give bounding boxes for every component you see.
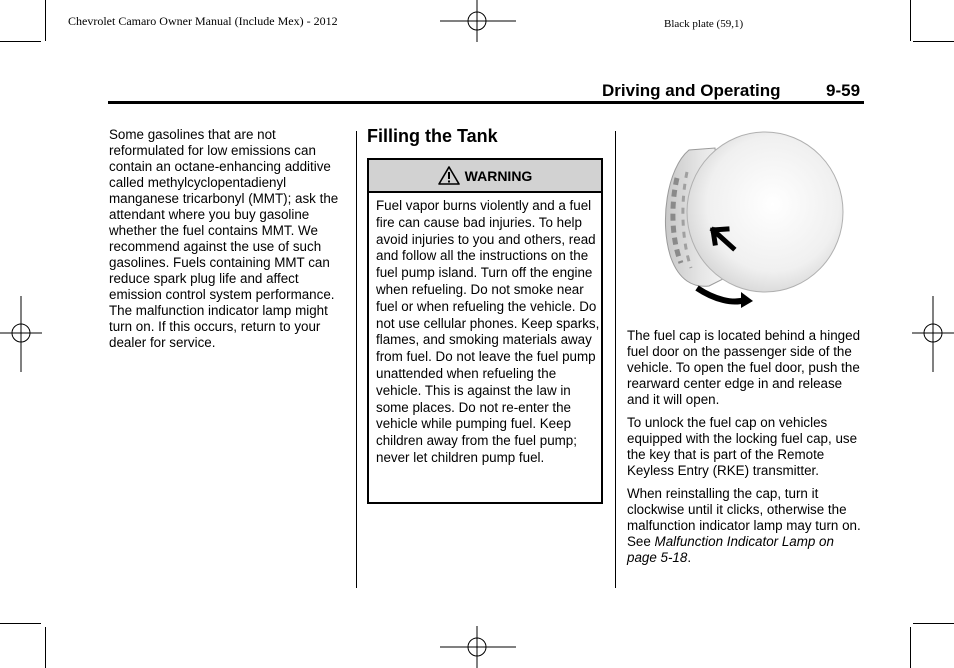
reinstall-suffix: .	[687, 550, 692, 565]
plate-slug: Black plate (59,1)	[664, 18, 744, 30]
fuel-door-paragraph: The fuel cap is located behind a hinged fuel door on the passenger side of the vehicle. To open the fuel door, push the rearward center edge in and release and it will open.	[627, 328, 861, 407]
crop-mark	[45, 0, 46, 41]
warning-triangle-icon	[438, 166, 460, 185]
registration-mark-icon	[912, 296, 954, 372]
registration-mark-icon	[0, 296, 42, 372]
section-header: Driving and Operating	[602, 81, 781, 100]
column-divider	[615, 131, 616, 588]
gasoline-mmt-paragraph: Some gasolines that are not reformulated for low emissions can contain an octane-enhancing additive called methylcyclopentadienyl manganese tricarbonyl (MMT); ask the attendant where you buy gasoline whether the fuel contains MMT. We recommend against the use of such gasolines. Fuels containing MMT can reduce spark plug life and affect emission control system performance. The malfunction indicator lamp might turn on. If this occurs, return to your dealer for service.	[109, 127, 339, 350]
crop-mark	[913, 41, 954, 42]
reinstall-cap-paragraph	[627, 486, 867, 566]
warning-header	[369, 160, 601, 193]
section-title: Filling the Tank	[367, 126, 498, 146]
crop-mark	[0, 41, 41, 42]
crop-mark	[910, 627, 911, 668]
crop-mark	[913, 623, 954, 624]
warning-box	[367, 158, 603, 504]
registration-mark-icon	[440, 626, 516, 668]
fuel-cap-text	[627, 328, 867, 573]
column-divider	[356, 131, 357, 588]
registration-mark-icon	[440, 0, 516, 42]
crop-mark	[45, 627, 46, 668]
warning-label: WARNING	[464, 167, 533, 184]
reinstall-text: When reinstalling the cap, turn it clockwise until it clicks, otherwise the malfunction indicator lamp may turn on. See	[627, 486, 861, 549]
fuel-cap-illustration	[645, 128, 865, 318]
page-number: 9-59	[826, 81, 861, 100]
locking-cap-paragraph: To unlock the fuel cap on vehicles equipped with the locking fuel cap, use the key that is part of the Remote Keyless Entry (RKE) transmitter.	[627, 415, 858, 478]
manual-slug: Chevrolet Camaro Owner Manual (Include Mex) - 2012	[68, 14, 338, 28]
malfunction-lamp-reference-link[interactable]: Malfunction Indicator Lamp on page 5-18	[627, 534, 834, 565]
crop-mark	[910, 0, 911, 41]
crop-mark	[0, 623, 41, 624]
header-rule	[108, 101, 864, 104]
warning-text: Fuel vapor burns violently and a fuel fire can cause bad injuries. To help avoid injuries to you and others, read and follow all the instructions on the fuel pump island. Turn off the engine when refueling. Do not smoke near fuel or when refueling the vehicle. Do not use cellular phones. Keep sparks, flames, and smoking materials away from fuel. Do not leave the fuel pump unattended when refueling the vehicle. This is against the law in some places. Do not re-enter the vehicle while pumping fuel. Keep children away from the fuel pump; never let children pump fuel.	[376, 198, 600, 465]
